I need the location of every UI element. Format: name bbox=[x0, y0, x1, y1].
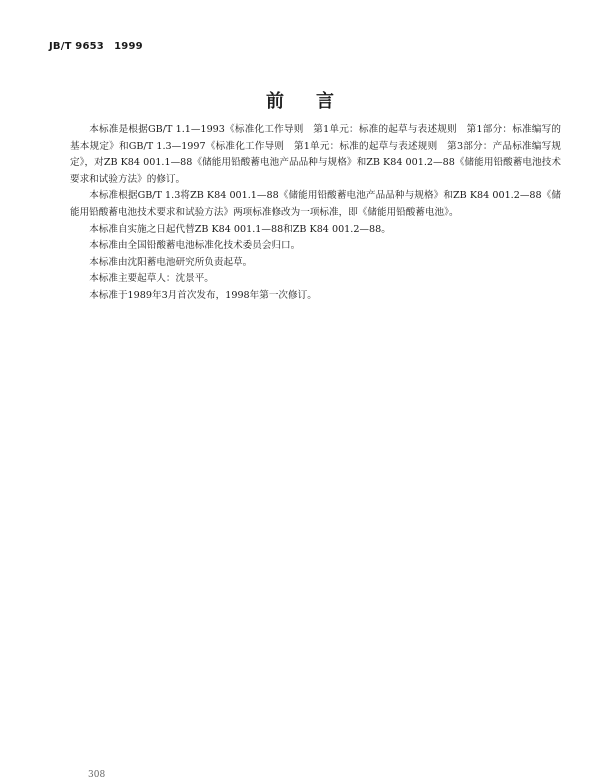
page-title: 前言 bbox=[266, 91, 366, 112]
page-number: 308 bbox=[88, 770, 106, 780]
standard-number-header: JB/T 9653 1999 bbox=[49, 41, 143, 52]
paragraph-replaces: 本标准自实施之日起代替ZB K84 001.1—88和ZB K84 001.2—88。 bbox=[89, 223, 391, 235]
paragraph-merge: 本标准根据GB/T 1.3将ZB K84 001.1—88《储能用铅酸蓄电池产品品种与规格》和ZB K84 001.2—88《储能用铅酸蓄电池技术要求和试验方法》两项标准修改为一项标准，即《储能用铅酸蓄电池》。 bbox=[70, 190, 561, 218]
foreword-body bbox=[70, 122, 561, 305]
paragraph-drafter: 本标准主要起草人：沈景平。 bbox=[89, 273, 214, 285]
paragraph-basis: 本标准是根据GB/T 1.1—1993《标准化工作导则 第1单元：标准的起草与表述规则 第1部分：标准编写的基本规定》和GB/T 1.3—1997《标准化工作导则 第1单元：标准的起草与表述规则 第3部分：产品标准编写规定》，对ZB K84 001.1—88《储能用铅酸蓄电池产品品种与规格》和ZB K84 001.2—88《储能用铅酸蓄电池技术要求和试验方法》的修订。 bbox=[70, 124, 561, 185]
paragraph-committee: 本标准由全国铅酸蓄电池标准化技术委员会归口。 bbox=[89, 240, 301, 252]
paragraph-drafting-unit: 本标准由沈阳蓄电池研究所负责起草。 bbox=[89, 256, 253, 268]
paragraph-history: 本标准于1989年3月首次发布，1998年第一次修订。 bbox=[89, 289, 317, 301]
